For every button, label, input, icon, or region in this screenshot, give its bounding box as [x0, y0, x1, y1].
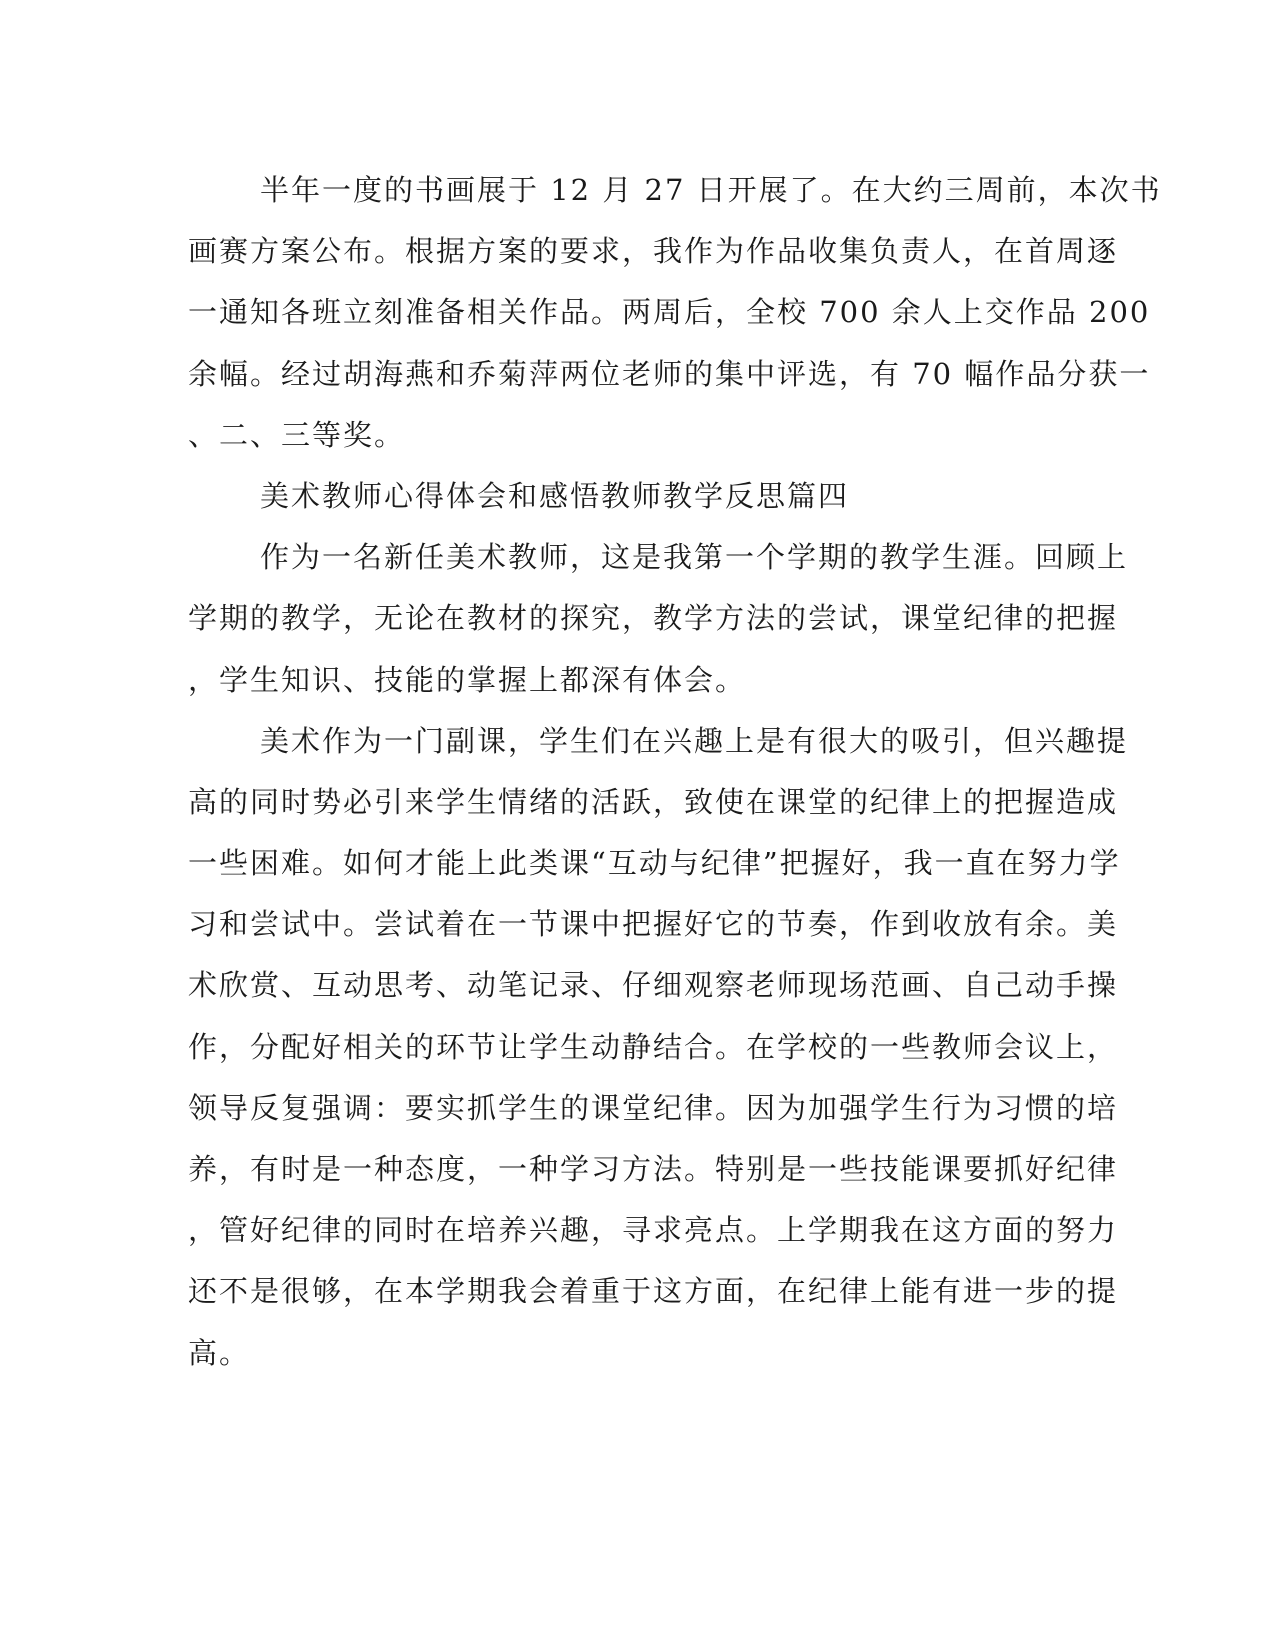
text-line: 余幅。经过胡海燕和乔菊萍两位老师的集中评选，有 70 幅作品分获一: [188, 356, 1151, 391]
document-body: [188, 160, 1162, 1384]
text-line: 领导反复强调：要实抓学生的课堂纪律。因为加强学生行为习惯的培: [188, 1090, 1119, 1125]
text-line: 高的同时势必引来学生情绪的活跃，致使在课堂的纪律上的把握造成: [188, 784, 1119, 819]
paragraph-intro: [188, 527, 1129, 711]
text-line: 高。: [188, 1335, 251, 1370]
text-line: 术欣赏、互动思考、动笔记录、仔细观察老师现场范画、自己动手操: [188, 968, 1119, 1003]
text-line: 学期的教学，无论在教材的探究，教学方法的尝试，课堂纪律的把握: [188, 601, 1119, 636]
text-line: 一些困难。如何才能上此类课“互动与纪律”把握好，我一直在努力学: [188, 846, 1121, 881]
text-line: 美术作为一门副课，学生们在兴趣上是有很大的吸引，但兴趣提: [260, 723, 1129, 758]
text-line: 一通知各班立刻准备相关作品。两周后，全校 700 余人上交作品 200: [188, 295, 1151, 330]
text-line: 习和尝试中。尝试着在一节课中把握好它的节奏，作到收放有余。美: [188, 907, 1119, 942]
paragraph-discipline: [188, 711, 1129, 1384]
text-line: 养，有时是一种态度，一种学习方法。特别是一些技能课要抓好纪律: [188, 1152, 1119, 1186]
paragraph-exhibition: [188, 160, 1162, 466]
section-heading: [188, 466, 1068, 527]
text-line: ，学生知识、技能的掌握上都深有体会。: [188, 662, 747, 697]
text-line: 作，分配好相关的环节让学生动静结合。在学校的一些教师会议上，: [188, 1029, 1119, 1064]
text-line: 画赛方案公布。根据方案的要求，我作为作品收集负责人，在首周逐: [188, 234, 1119, 269]
text-line: 半年一度的书画展于 12 月 27 日开展了。在大约三周前，本次书: [260, 173, 1162, 207]
heading-line: 美术教师心得体会和感悟教师教学反思篇四: [260, 478, 850, 513]
text-line: 作为一名新任美术教师，这是我第一个学期的教学生涯。回顾上: [260, 540, 1129, 575]
text-line: 、二、三等奖。: [188, 417, 406, 452]
text-line: ，管好纪律的同时在培养兴趣，寻求亮点。上学期我在这方面的努力: [188, 1213, 1119, 1248]
text-line: 还不是很够，在本学期我会着重于这方面，在纪律上能有进一步的提: [188, 1274, 1119, 1309]
